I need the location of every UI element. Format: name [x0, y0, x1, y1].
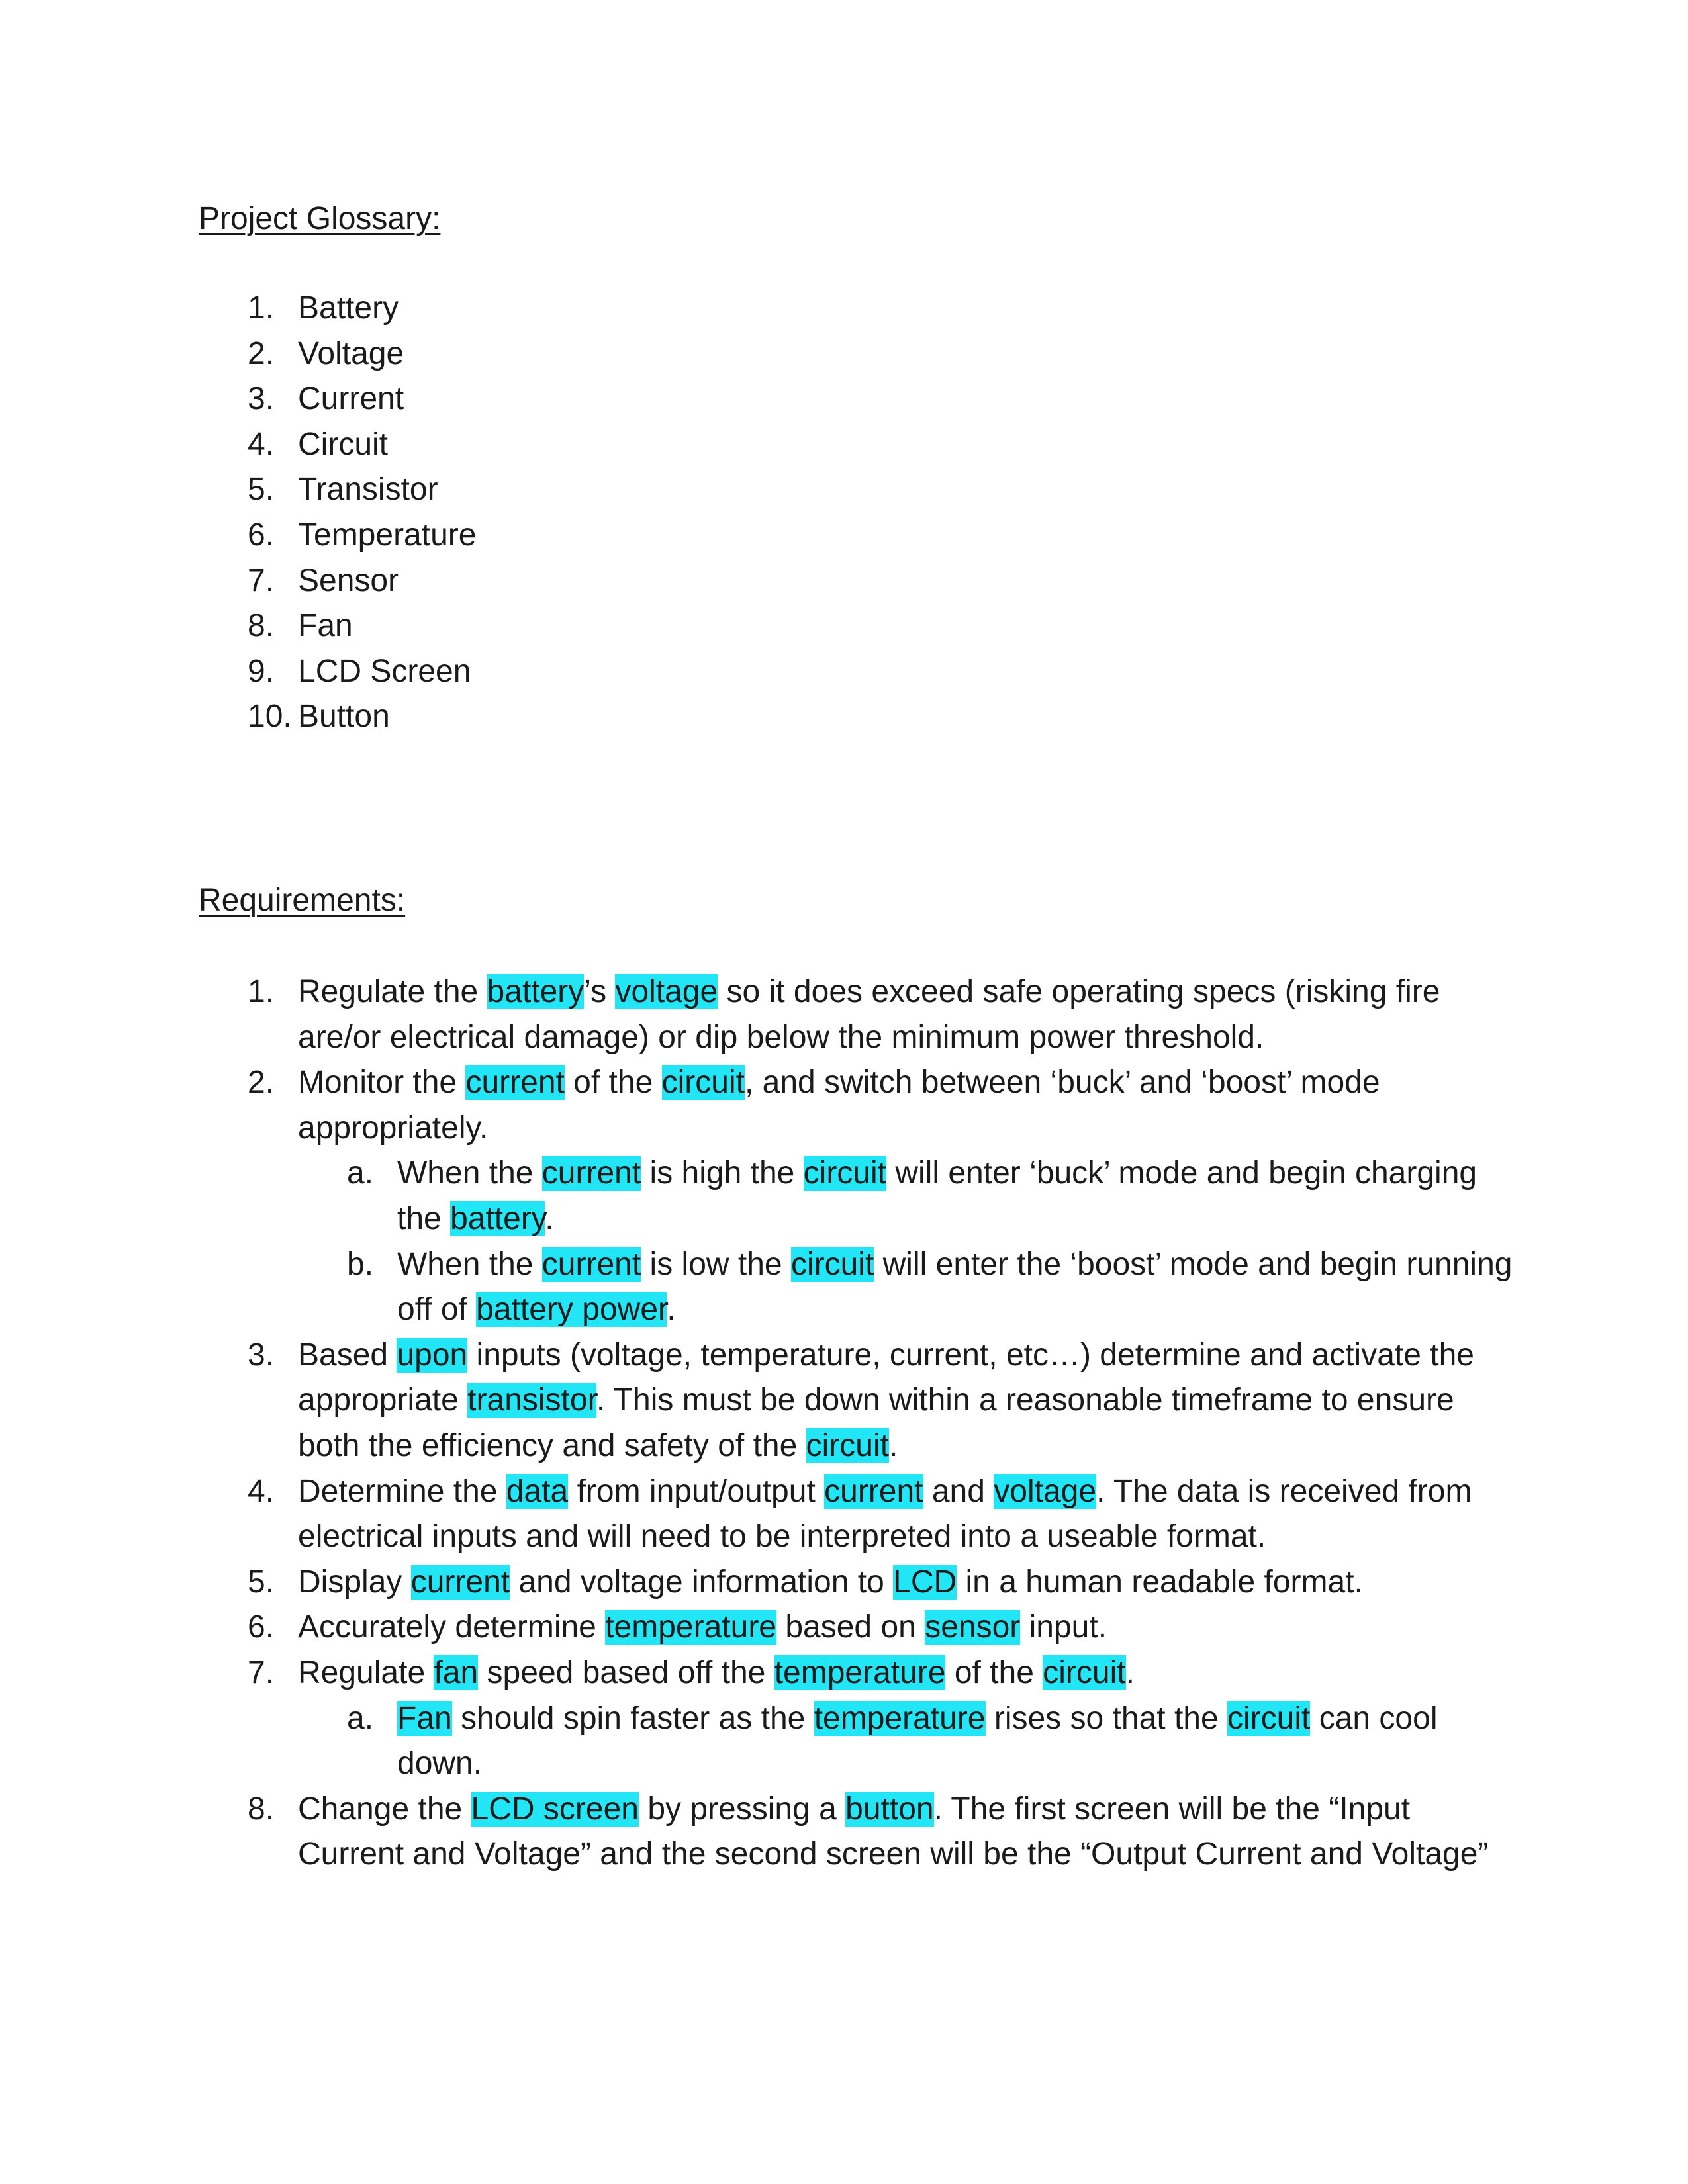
glossary-term: Circuit — [298, 426, 389, 462]
requirement-text — [298, 1792, 1488, 1872]
text-segment: Display — [298, 1564, 411, 1600]
text-segment: inputs (voltage, temperature, current, etc…) determine and activate the appropriate — [298, 1337, 1474, 1418]
highlighted-term: circuit — [1043, 1655, 1126, 1690]
glossary-term: Voltage — [298, 336, 404, 371]
list-number: 1. — [248, 291, 275, 326]
text-segment: of the — [945, 1655, 1043, 1690]
highlighted-term: button — [845, 1791, 934, 1827]
text-segment: Monitor the — [298, 1065, 466, 1101]
requirement-item — [199, 1060, 1523, 1333]
text-segment: based on — [776, 1610, 925, 1645]
glossary-heading: Project Glossary: — [199, 201, 441, 236]
highlighted-term: current — [410, 1564, 510, 1600]
list-number: 8. — [248, 608, 275, 644]
list-number: 7. — [248, 563, 275, 598]
glossary-term: Transistor — [298, 472, 438, 508]
highlighted-term: circuit — [803, 1156, 887, 1191]
text-segment: speed based off the — [478, 1655, 774, 1690]
list-number: 3. — [248, 381, 275, 417]
sub-requirement-item — [298, 1242, 1523, 1333]
highlighted-term: current — [824, 1473, 923, 1509]
text-segment: from input/output — [568, 1473, 825, 1509]
text-segment: . The data is received from electrical inputs and will need to be interpreted into a useable format. — [298, 1473, 1472, 1555]
glossary-term: LCD Screen — [298, 653, 471, 689]
text-segment: Accurately determine — [298, 1610, 606, 1645]
text-segment: rises so that the — [985, 1700, 1228, 1736]
requirement-text — [397, 1701, 1437, 1782]
requirement-text — [397, 1156, 1477, 1236]
requirement-text — [298, 1338, 1474, 1463]
text-segment: . — [888, 1428, 898, 1463]
requirement-text — [397, 1247, 1512, 1328]
list-number: 9. — [248, 653, 275, 689]
highlighted-term: current — [465, 1065, 565, 1101]
highlighted-term: circuit — [806, 1428, 889, 1463]
requirement-text — [298, 1655, 1135, 1690]
text-segment: Regulate — [298, 1655, 434, 1690]
text-segment: . — [545, 1201, 554, 1236]
list-number: 5. — [248, 472, 275, 508]
text-segment: of the — [564, 1065, 662, 1101]
list-number: 7. — [248, 1655, 275, 1690]
highlighted-term: circuit — [661, 1065, 745, 1101]
highlighted-term: data — [506, 1473, 569, 1509]
highlighted-term: transistor — [467, 1383, 596, 1418]
text-segment: Regulate the — [298, 974, 487, 1009]
highlighted-term: circuit — [790, 1246, 874, 1282]
highlighted-term: upon — [397, 1337, 468, 1373]
highlighted-term: LCD screen — [471, 1791, 639, 1827]
requirement-item — [199, 1469, 1523, 1560]
text-segment: When the — [397, 1246, 542, 1282]
glossary-term: Fan — [298, 608, 353, 644]
text-segment: input. — [1020, 1610, 1107, 1645]
text-segment: . — [1125, 1655, 1135, 1690]
glossary-term: Temperature — [298, 517, 477, 553]
requirement-text — [298, 1565, 1363, 1600]
highlighted-term: temperature — [774, 1655, 946, 1690]
highlighted-term: fan — [434, 1655, 479, 1690]
requirements-list — [199, 970, 1523, 1878]
highlighted-term: LCD — [893, 1564, 957, 1600]
requirement-item — [199, 1651, 1523, 1787]
highlighted-term: battery — [450, 1201, 545, 1236]
text-segment: will enter ‘buck’ mode and begin charging the — [397, 1156, 1477, 1236]
list-number: 10. — [248, 699, 292, 735]
text-segment: can cool down. — [397, 1700, 1438, 1782]
text-segment: by pressing a — [638, 1791, 846, 1827]
text-segment: Determine the — [298, 1473, 506, 1509]
sub-requirement-item — [298, 1151, 1523, 1242]
requirement-item — [199, 1787, 1523, 1878]
list-number: 8. — [248, 1791, 275, 1827]
sub-list-letter: b. — [347, 1246, 374, 1282]
text-segment: and — [923, 1473, 994, 1509]
highlighted-term: temperature — [605, 1610, 776, 1645]
text-segment: . — [667, 1292, 676, 1328]
list-number: 6. — [248, 517, 275, 553]
requirement-item — [199, 970, 1523, 1060]
list-number: 6. — [248, 1610, 275, 1645]
text-segment: Based — [298, 1337, 397, 1373]
glossary-term: Current — [298, 381, 404, 417]
requirement-item — [199, 1605, 1523, 1651]
list-number: 2. — [248, 336, 275, 371]
list-number: 3. — [248, 1337, 275, 1373]
sub-requirement-item — [298, 1696, 1523, 1787]
text-segment: is high the — [641, 1156, 804, 1191]
highlighted-term: voltage — [994, 1473, 1097, 1509]
text-segment: should spin faster as the — [451, 1700, 814, 1736]
text-segment: ’s — [584, 974, 616, 1009]
text-segment: . This must be down within a reasonable timeframe to ensure both the efficiency and safety of the — [298, 1383, 1454, 1463]
highlighted-term: Fan — [397, 1700, 452, 1736]
highlighted-term: battery power — [476, 1292, 667, 1328]
requirement-item — [199, 1333, 1523, 1469]
text-segment: and voltage information to — [510, 1564, 894, 1600]
highlighted-term: temperature — [814, 1700, 986, 1736]
requirement-text — [298, 1610, 1107, 1645]
glossary-term: Button — [298, 699, 390, 735]
text-segment: , and switch between ‘buck’ and ‘boost’ mode appropriately. — [298, 1065, 1380, 1146]
glossary-term: Sensor — [298, 563, 399, 598]
list-number: 4. — [248, 426, 275, 462]
requirement-text — [298, 974, 1440, 1055]
text-segment: in a human readable format. — [957, 1564, 1363, 1600]
list-number: 1. — [248, 974, 275, 1009]
requirement-text — [298, 1474, 1472, 1555]
list-number: 5. — [248, 1564, 275, 1600]
sub-requirement-list — [298, 1696, 1523, 1787]
requirements-heading: Requirements: — [199, 883, 406, 918]
requirement-item — [199, 1560, 1523, 1606]
sub-requirement-list — [298, 1151, 1523, 1332]
text-segment: . The first screen will be the “Input Current and Voltage” and the second screen will be the “Output Current and Voltage” — [298, 1791, 1489, 1872]
highlighted-term: circuit — [1227, 1700, 1311, 1736]
text-segment: Change the — [298, 1791, 471, 1827]
sub-list-letter: a. — [347, 1700, 374, 1736]
highlighted-term: current — [541, 1156, 641, 1191]
highlighted-term: current — [541, 1246, 641, 1282]
requirement-text — [298, 1065, 1380, 1146]
list-number: 4. — [248, 1473, 275, 1509]
glossary-term: Battery — [298, 291, 399, 326]
sub-list-letter: a. — [347, 1156, 374, 1191]
list-number: 2. — [248, 1065, 275, 1101]
highlighted-term: sensor — [925, 1610, 1021, 1645]
highlighted-term: voltage — [615, 974, 718, 1009]
highlighted-term: battery — [487, 974, 585, 1009]
text-segment: will enter the ‘boost’ mode and begin running off of — [397, 1246, 1513, 1328]
text-segment: so it does exceed safe operating specs (risking fire are/or electrical damage) or dip below the minimum power threshold. — [298, 974, 1440, 1055]
text-segment: When the — [397, 1156, 542, 1191]
text-segment: is low the — [641, 1246, 791, 1282]
